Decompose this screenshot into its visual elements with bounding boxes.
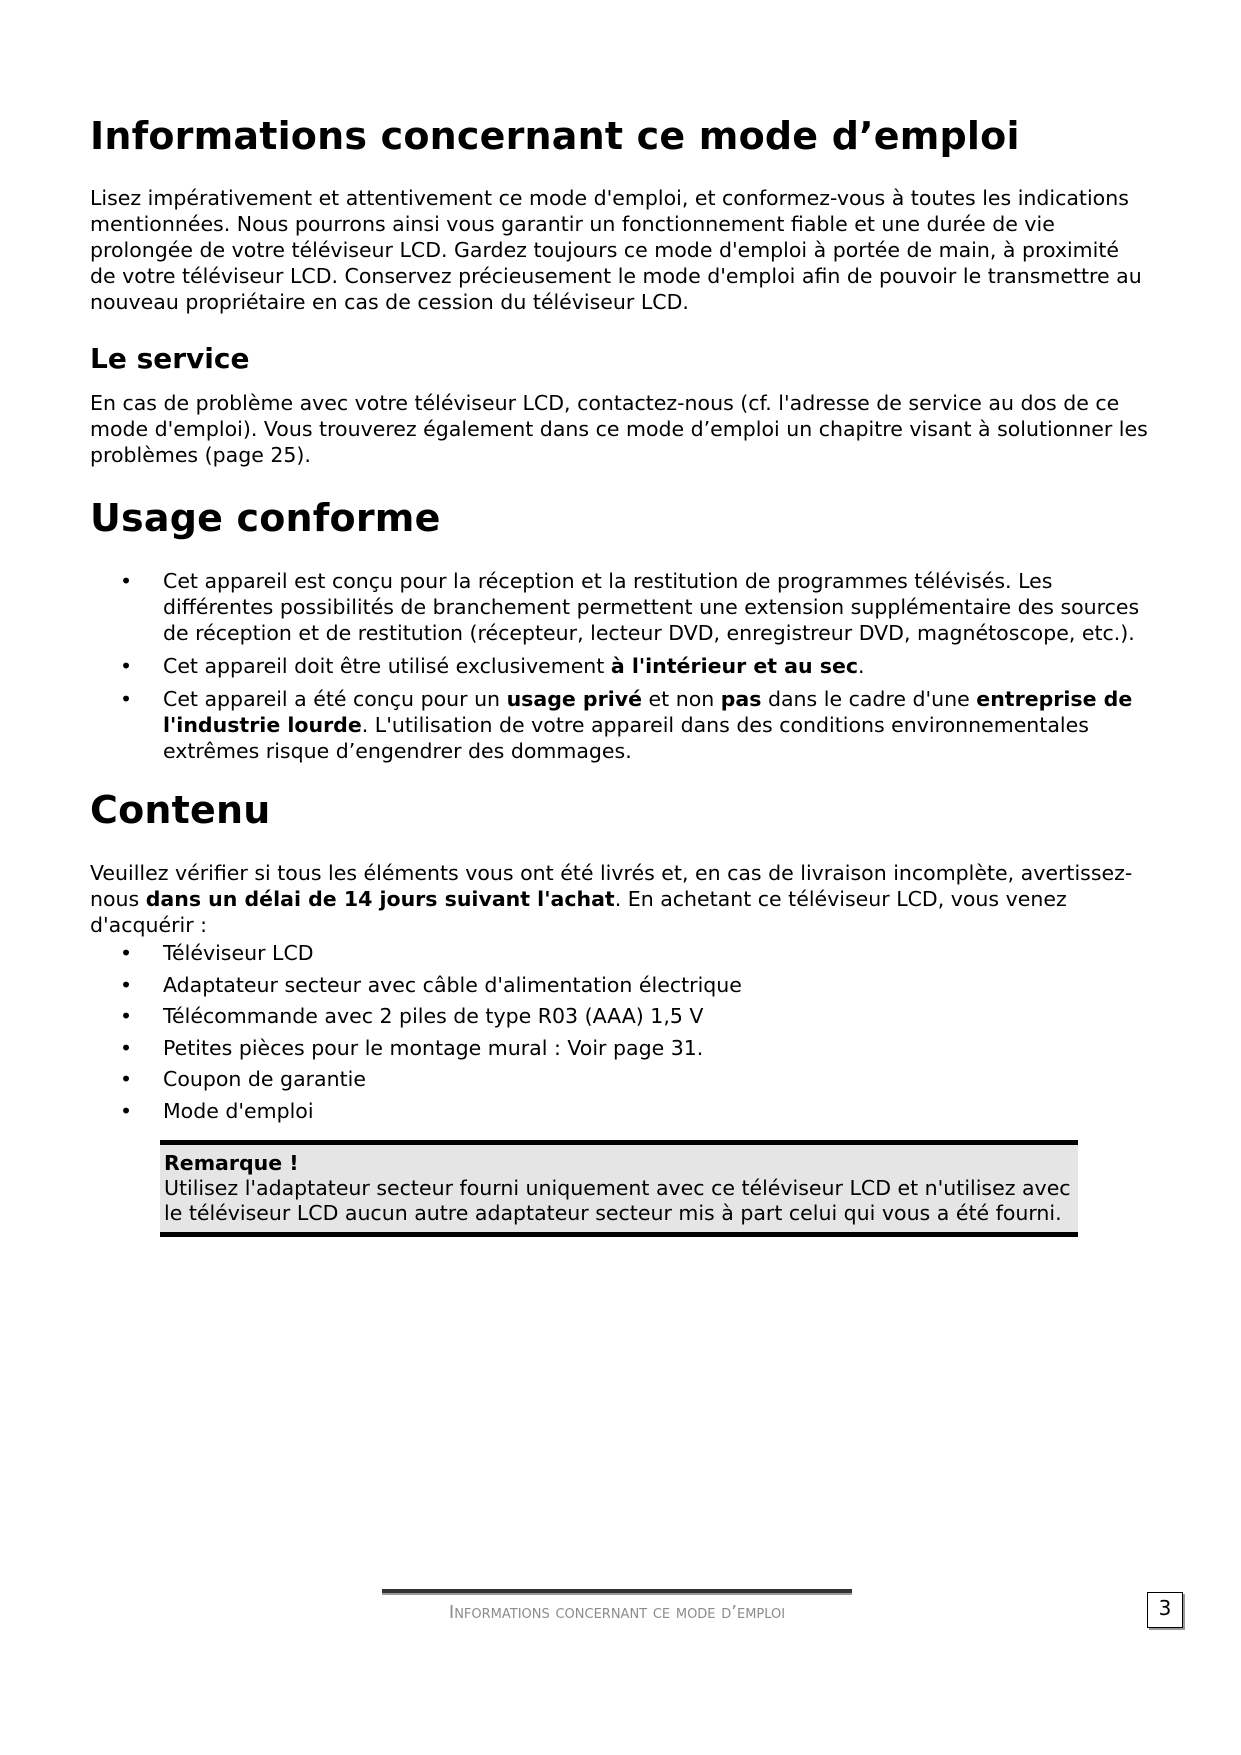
list-item-text: Coupon de garantie xyxy=(163,1067,366,1091)
list-item xyxy=(90,1098,1150,1124)
page-number: 3 xyxy=(1147,1592,1183,1628)
list-item-bold: entreprise de l'industrie lourde xyxy=(163,687,1133,737)
list-item xyxy=(90,972,1150,998)
list-item-bold: pas xyxy=(720,687,762,711)
section-title-contenu: Contenu xyxy=(90,788,271,832)
bullet-icon: • xyxy=(120,1035,133,1060)
list-item-text: Cet appareil a été conçu pour un xyxy=(163,687,507,711)
bullet-icon: • xyxy=(120,941,133,965)
list-item-text: Mode d'emploi xyxy=(163,1098,314,1123)
paragraph-text: . En achetant ce téléviseur LCD, vous venez d'acquérir : xyxy=(90,887,1067,937)
list-item-bold: usage privé xyxy=(506,687,643,711)
paragraph-text: Veuillez vérifier si tous les éléments vous ont été livrés et, en cas de livraison incomplète, avertissez-nous xyxy=(90,861,1133,911)
paragraph-contenu xyxy=(90,860,1150,938)
list-item-text: et non xyxy=(642,687,721,711)
usage-list xyxy=(90,568,1150,771)
list-item-text: . L'utilisation de votre appareil dans des conditions environnementales extrêmes risque d’engendrer des dommages. xyxy=(163,713,1089,763)
remark-title: Remarque ! xyxy=(164,1151,299,1175)
section-title-service: Le service xyxy=(90,342,250,375)
list-item-text: Adaptateur secteur avec câble d'alimentation électrique xyxy=(163,972,742,997)
list-item-bold: à l'intérieur et au sec xyxy=(610,654,859,678)
list-item-text: Cet appareil doit être utilisé exclusivement xyxy=(163,654,611,678)
list-item-text: Télécommande avec 2 piles de type R03 (AAA) 1,5 V xyxy=(163,1004,704,1028)
list-item-text: . xyxy=(858,654,865,678)
remark-text: Utilisez l'adaptateur secteur fourni uniquement avec ce téléviseur LCD et n'utilisez avec le téléviseur LCD aucun autre adaptateur secteur mis à part celui qui vous a été fourni. xyxy=(164,1176,1071,1225)
bullet-icon: • xyxy=(120,1004,133,1028)
paragraph-bold: dans un délai de 14 jours suivant l'achat xyxy=(145,887,615,911)
list-item xyxy=(90,1003,1150,1029)
list-item-text: dans le cadre d'une xyxy=(761,687,977,711)
bullet-icon: • xyxy=(120,687,133,711)
footer-title: Informations concernant ce mode d’emploi xyxy=(448,1602,786,1623)
list-item-text: Cet appareil est conçu pour la réception et la restitution de programmes télévisés. Les différentes possibilités de branchement permettent une extension supplémentaire des sources de réception et de restitution (récepteur, lecteur DVD, enregistreur DVD, magnétoscope, etc.). xyxy=(163,569,1140,645)
list-item xyxy=(90,686,1150,764)
list-item xyxy=(90,653,1150,679)
bullet-icon: • xyxy=(120,972,133,997)
list-item xyxy=(90,1035,1150,1061)
list-item xyxy=(90,568,1150,646)
remark-box xyxy=(160,1140,1078,1237)
bullet-icon: • xyxy=(120,1098,133,1123)
paragraph-informations: Lisez impérativement et attentivement ce mode d'emploi, et conformez-vous à toutes les indications mentionnées. Nous pourrons ainsi vous garantir un fonctionnement fiable et une durée de vie prolongée de votre téléviseur LCD. Gardez toujours ce mode d'emploi à portée de main, à proximité de votre téléviseur LCD. Conservez précieusement le mode d'emploi afin de pouvoir le transmettre au nouveau propriétaire en cas de cession du téléviseur LCD. xyxy=(90,186,1142,314)
bullet-icon: • xyxy=(120,569,133,593)
list-item-text: Petites pièces pour le montage mural : Voir page 31. xyxy=(163,1035,704,1060)
contents-list xyxy=(90,940,1150,1129)
list-item xyxy=(90,940,1150,966)
paragraph-service: En cas de problème avec votre téléviseur LCD, contactez-nous (cf. l'adresse de service au dos de ce mode d'emploi). Vous trouverez également dans ce mode d’emploi un chapitre visant à solutionner les problèmes (page 25). xyxy=(90,391,1148,467)
bullet-icon: • xyxy=(120,1067,133,1091)
section-title-usage: Usage conforme xyxy=(90,496,441,540)
list-item xyxy=(90,1066,1150,1092)
footer-divider xyxy=(382,1589,852,1595)
bullet-icon: • xyxy=(120,654,133,678)
list-item-text: Téléviseur LCD xyxy=(163,941,314,965)
section-title-informations: Informations concernant ce mode d’emploi xyxy=(90,114,1020,158)
